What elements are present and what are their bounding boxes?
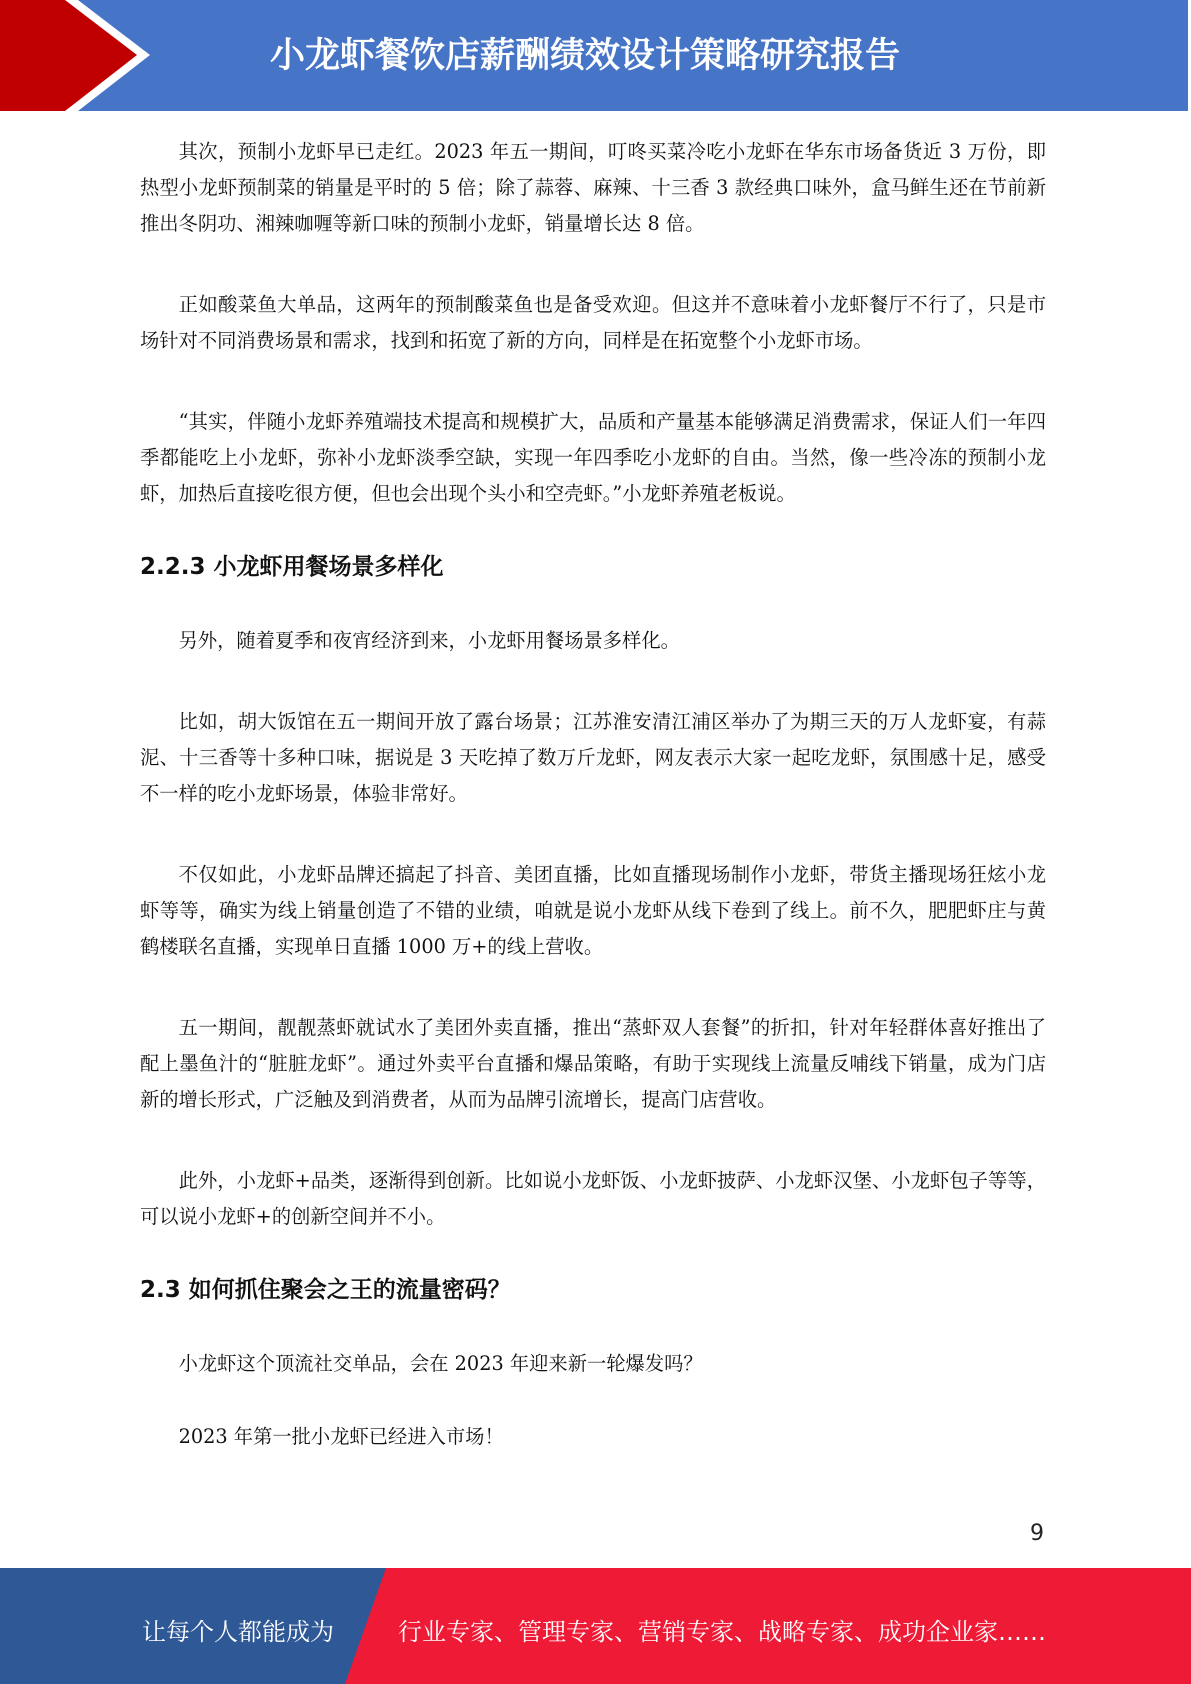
paragraph: 正如酸菜鱼大单品，这两年的预制酸菜鱼也是备受欢迎。但这并不意味着小龙虾餐厅不行了，只是市场针对不同消费场景和需求，找到和拓宽了新的方向，同样是在拓宽整个小龙虾市场。 [140,293,1046,352]
paragraph: 比如，胡大饭馆在五一期间开放了露台场景；江苏淮安清江浦区举办了为期三天的万人龙虾宴，有蒜泥、十三香等十多种口味，据说是 3 天吃掉了数万斤龙虾，网友表示大家一起吃龙虾，氛围感十足，感受不一样的吃小龙虾场景，体验非常好。 [140,710,1046,805]
paragraph: 2023 年第一批小龙虾已经进入市场！ [178,1425,504,1448]
page-footer [0,1568,1191,1684]
footer-slogan-left: 让每个人都能成为 [142,1618,334,1646]
section-heading: 2.2.3 小龙虾用餐场景多样化 [140,554,444,580]
page-body [140,134,1046,1500]
paragraph: 其次，预制小龙虾早已走红。2023 年五一期间，叮咚买菜冷吃小龙虾在华东市场备货近 3 万份，即热型小龙虾预制菜的销量是平时的 5 倍；除了蒜蓉、麻辣、十三香 3 款经典口味外，盒马鲜生还在节前新推出冬阴功、湘辣咖喱等新口味的预制小龙虾，销量增长达 8 倍。 [140,140,1046,235]
paragraph: 小龙虾这个顶流社交单品，会在 2023 年迎来新一轮爆发吗？ [178,1352,703,1375]
document-title: 小龙虾餐饮店薪酬绩效设计策略研究报告 [270,36,901,76]
paragraph: “其实，伴随小龙虾养殖端技术提高和规模扩大，品质和产量基本能够满足消费需求，保证人们一年四季都能吃上小龙虾，弥补小龙虾淡季空缺，实现一年四季吃小龙虾的自由。当然，像一些冷冻的预制小龙虾，加热后直接吃很方便，但也会出现个头小和空壳虾。”小龙虾养殖老板说。 [140,410,1046,505]
paragraph: 另外，随着夏季和夜宵经济到来，小龙虾用餐场景多样化。 [178,629,680,652]
page-header [0,0,1191,111]
footer-slogan-right: 行业专家、管理专家、营销专家、战略专家、成功企业家…… [398,1618,1046,1646]
section-heading: 2.3 如何抓住聚会之王的流量密码？ [140,1277,511,1303]
paragraph: 五一期间，靓靓蒸虾就试水了美团外卖直播，推出“蒸虾双人套餐”的折扣，针对年轻群体喜好推出了配上墨鱼汁的“脏脏龙虾”。通过外卖平台直播和爆品策略，有助于实现线上流量反哺线下销量，成为门店新的增长形式，广泛触及到消费者，从而为品牌引流增长，提高门店营收。 [140,1016,1046,1111]
paragraph: 此外，小龙虾+品类，逐渐得到创新。比如说小龙虾饭、小龙虾披萨、小龙虾汉堡、小龙虾包子等等，可以说小龙虾+的创新空间并不小。 [140,1169,1046,1228]
paragraph: 不仅如此，小龙虾品牌还搞起了抖音、美团直播，比如直播现场制作小龙虾，带货主播现场狂炫小龙虾等等，确实为线上销量创造了不错的业绩，咱就是说小龙虾从线下卷到了线上。前不久，肥肥虾庄与黄鹤楼联名直播，实现单日直播 1000 万+的线上营收。 [140,863,1046,958]
page-number: 9 [1030,1521,1044,1546]
